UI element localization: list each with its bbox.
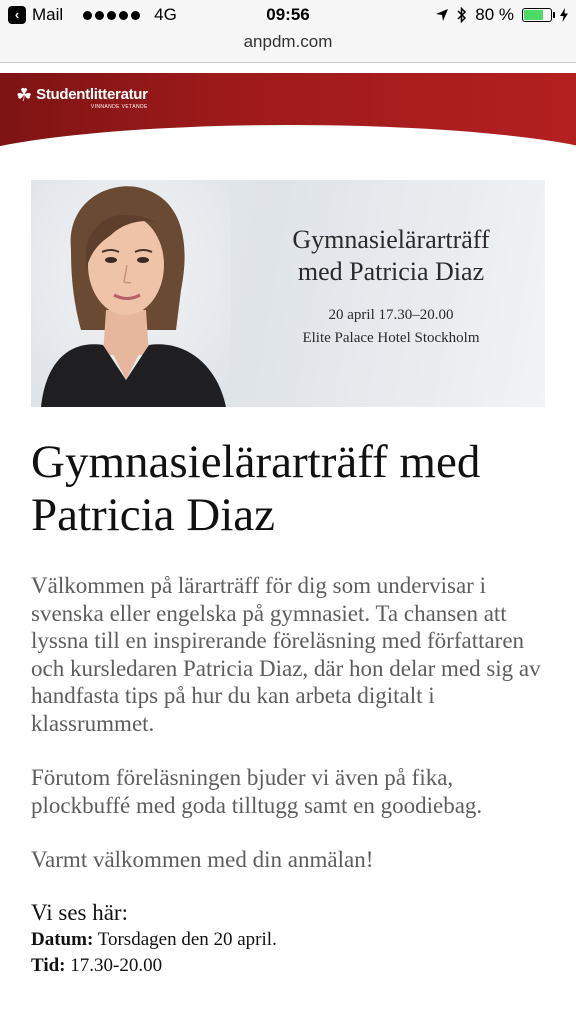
logo-mark-icon: ☘ <box>16 85 33 106</box>
location-arrow-icon <box>435 8 449 22</box>
status-bar <box>0 0 576 32</box>
battery-percent: 80 % <box>475 5 514 24</box>
address-bar[interactable] <box>0 32 576 63</box>
clock: 09:56 <box>266 5 310 24</box>
battery-icon <box>522 8 552 22</box>
time-row <box>31 953 546 979</box>
hero-title-line-1: Gymnasielärarträff <box>292 225 490 254</box>
speaker-portrait-image <box>31 180 231 407</box>
catering-paragraph: Förutom föreläsningen bjuder vi även på fika, plockbuffé med goda tilltugg samt en goodiebag. <box>31 765 483 818</box>
studentlitteratur-logo[interactable] <box>16 87 148 110</box>
details-heading: Vi ses här: <box>31 899 128 925</box>
time-value: 17.30-20.00 <box>70 954 163 976</box>
header-banner <box>0 73 576 153</box>
hero-caption <box>241 224 541 350</box>
logo-tagline: VINNANDE VETANDE <box>90 104 148 110</box>
time-label: Tid: <box>31 954 66 976</box>
intro-paragraph: Välkommen på lärarträff för dig som undervisar i svenska eller engelska på gymnasiet. Ta chansen att lyssna till en inspirerande föreläsning med författaren och kursledaren Patricia Diaz, där hon delar med sig av handfasta tips på hur du kan arbeta digitalt i klassrummet. <box>31 573 541 736</box>
charging-bolt-icon <box>560 8 568 22</box>
page-title: Gymnasielärarträff med Patricia Diaz <box>31 436 481 541</box>
logo-text: Studentlitteratur <box>36 86 148 103</box>
date-value: Torsdagen den 20 april. <box>97 928 277 950</box>
article-body <box>31 436 546 979</box>
hero-venue: Elite Palace Hotel Stockholm <box>302 330 480 346</box>
back-app-label[interactable]: Mail <box>32 5 64 24</box>
hero-title-line-2: med Patricia Diaz <box>297 257 485 286</box>
event-hero-image <box>31 180 545 407</box>
date-row <box>31 927 546 953</box>
back-arrow-icon[interactable]: ‹ <box>8 6 26 24</box>
welcome-paragraph: Varmt välkommen med din anmälan! <box>31 847 374 872</box>
url-text[interactable]: anpdm.com <box>243 32 333 51</box>
event-details <box>31 899 546 979</box>
network-label: 4G <box>154 5 177 24</box>
hero-date: 20 april 17.30–20.00 <box>328 307 454 323</box>
bluetooth-icon <box>457 7 467 23</box>
date-label: Datum: <box>31 928 94 950</box>
